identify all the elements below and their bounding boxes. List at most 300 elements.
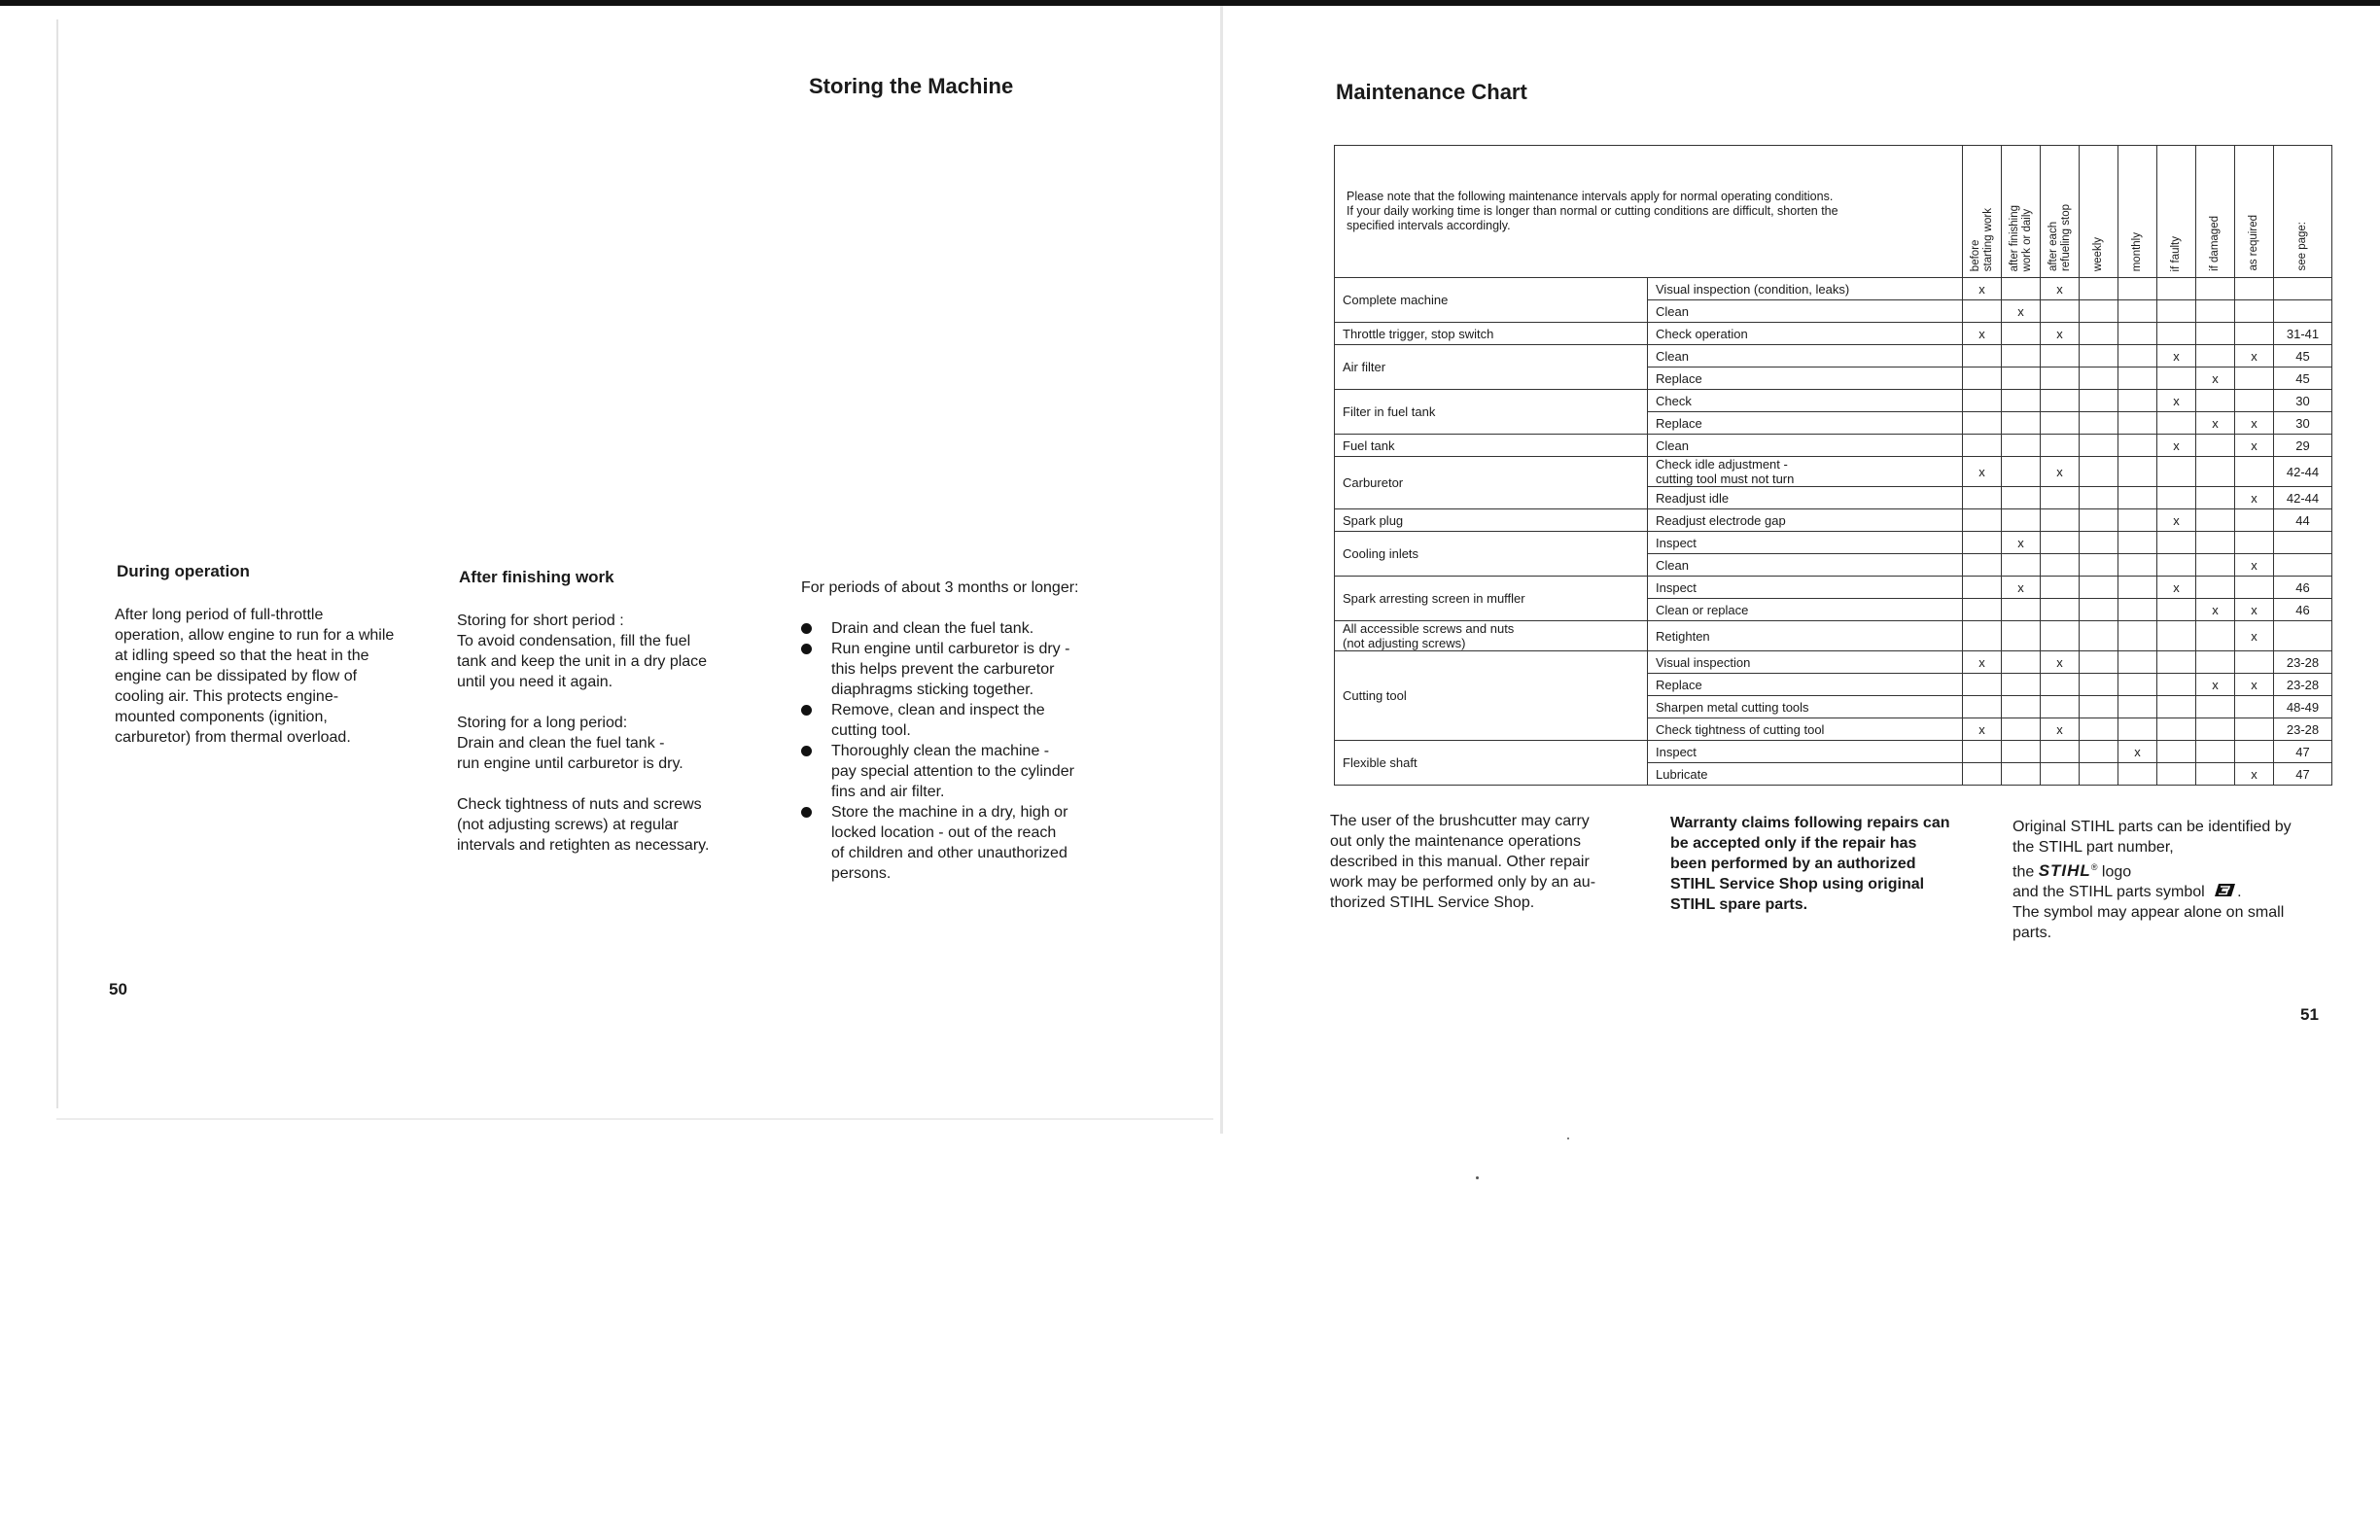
interval-mark-cell [2002, 368, 2041, 390]
interval-mark-cell [2196, 435, 2235, 457]
interval-mark-cell [2235, 323, 2274, 345]
action-cell: Check [1648, 390, 1963, 412]
warranty-note [1670, 813, 1991, 935]
action-cell: Clean [1648, 554, 1963, 577]
see-page-cell: 46 [2274, 577, 2332, 599]
column-header [2235, 146, 2274, 278]
component-cell: Flexible shaft [1335, 741, 1648, 786]
interval-mark-cell: x [2235, 674, 2274, 696]
interval-mark-cell [2080, 577, 2118, 599]
paragraph: Storing for a long period: Drain and clean the fuel tank - run engine until carburetor is dry. [457, 715, 683, 772]
interval-mark-cell [2002, 599, 2041, 621]
interval-mark-cell [1963, 554, 2002, 577]
interval-mark-cell [1963, 368, 2002, 390]
page-title-right: Maintenance Chart [1336, 80, 1527, 104]
interval-mark-cell [1963, 390, 2002, 412]
interval-mark-cell [2118, 509, 2157, 532]
see-page-cell: 31-41 [2274, 323, 2332, 345]
paragraph: Storing for short period : To avoid condensation, fill the fuel tank and keep the unit in a dry place until you need it again. [457, 612, 708, 690]
interval-mark-cell [2041, 509, 2080, 532]
action-cell: Replace [1648, 674, 1963, 696]
interval-mark-cell [2080, 487, 2118, 509]
action-cell: Retighten [1648, 621, 1963, 651]
top-edge-line [0, 0, 2380, 6]
table-row [1335, 621, 2332, 651]
table-row [1335, 435, 2332, 457]
table-row [1335, 532, 2332, 554]
interval-mark-cell: x [2196, 599, 2235, 621]
interval-mark-cell [2080, 741, 2118, 763]
interval-mark-cell: x [2235, 345, 2274, 368]
interval-mark-cell: x [1963, 278, 2002, 300]
interval-mark-cell [1963, 674, 2002, 696]
interval-mark-cell: x [2157, 345, 2196, 368]
see-page-cell: 30 [2274, 412, 2332, 435]
interval-mark-cell [2235, 368, 2274, 390]
interval-mark-cell [2118, 651, 2157, 674]
chart-intro: Please note that the following maintenance intervals apply for normal operating conditions. If your daily working time is longer than normal or cutting conditions are difficult, shorten the specified intervals accordingly. [1335, 146, 1963, 278]
interval-mark-cell [2002, 412, 2041, 435]
action-cell: Replace [1648, 412, 1963, 435]
table-header-row [1335, 146, 2332, 278]
interval-mark-cell [2118, 390, 2157, 412]
interval-mark-cell [2080, 345, 2118, 368]
user-note [1330, 811, 1651, 933]
see-page-cell: 23-28 [2274, 651, 2332, 674]
interval-mark-cell [2118, 577, 2157, 599]
column-header-label: if damaged [2209, 216, 2221, 271]
interval-mark-cell: x [1963, 651, 2002, 674]
column-header [2274, 146, 2332, 278]
section-heading: During operation [117, 562, 250, 580]
interval-mark-cell [2118, 696, 2157, 718]
interval-mark-cell [1963, 345, 2002, 368]
stihl-parts-symbol-icon [2212, 882, 2237, 898]
interval-mark-cell: x [1963, 718, 2002, 741]
interval-mark-cell [2080, 278, 2118, 300]
interval-mark-cell [2196, 300, 2235, 323]
interval-mark-cell [2080, 718, 2118, 741]
interval-mark-cell [2157, 651, 2196, 674]
action-cell: Readjust idle [1648, 487, 1963, 509]
list-item: Thoroughly clean the machine - pay special attention to the cylinder fins and air filter. [797, 741, 1118, 802]
interval-mark-cell [2118, 599, 2157, 621]
interval-mark-cell [1963, 621, 2002, 651]
interval-mark-cell [2196, 509, 2235, 532]
component-cell: Complete machine [1335, 278, 1648, 323]
interval-mark-cell [2157, 368, 2196, 390]
interval-mark-cell [2196, 487, 2235, 509]
interval-mark-cell [2235, 509, 2274, 532]
column-header-label: monthly [2131, 231, 2143, 271]
interval-mark-cell [2118, 674, 2157, 696]
interval-mark-cell [2196, 621, 2235, 651]
interval-mark-cell: x [2118, 741, 2157, 763]
column-header [2157, 146, 2196, 278]
interval-mark-cell [2002, 651, 2041, 674]
interval-mark-cell [2157, 696, 2196, 718]
interval-mark-cell [2041, 412, 2080, 435]
interval-mark-cell [2118, 621, 2157, 651]
interval-mark-cell [2235, 457, 2274, 487]
bullet-list [797, 618, 1118, 884]
interval-mark-cell: x [2041, 323, 2080, 345]
component-cell: Fuel tank [1335, 435, 1648, 457]
action-cell: Clean [1648, 345, 1963, 368]
see-page-cell: 46 [2274, 599, 2332, 621]
see-page-cell: 29 [2274, 435, 2332, 457]
column-header-label: before starting work [1969, 207, 1994, 271]
interval-mark-cell [2118, 457, 2157, 487]
component-cell: Cooling inlets [1335, 532, 1648, 577]
interval-mark-cell [2080, 651, 2118, 674]
interval-mark-cell [2157, 323, 2196, 345]
interval-mark-cell [1963, 577, 2002, 599]
see-page-cell [2274, 532, 2332, 554]
page-number-left: 50 [109, 980, 127, 998]
interval-mark-cell [2041, 621, 2080, 651]
column-header-label: if faulty [2170, 235, 2182, 271]
interval-mark-cell [2041, 674, 2080, 696]
component-cell: Throttle trigger, stop switch [1335, 323, 1648, 345]
interval-mark-cell [2002, 741, 2041, 763]
interval-mark-cell [2235, 741, 2274, 763]
interval-mark-cell [2041, 487, 2080, 509]
paragraph: The user of the brushcutter may carry out only the maintenance operations described in this manual. Other repair work may be performed only by an au- thorized STIHL Service Shop. [1330, 813, 1596, 911]
interval-mark-cell [2196, 718, 2235, 741]
scan-speck [1476, 1176, 1479, 1179]
component-cell: Spark arresting screen in muffler [1335, 577, 1648, 621]
action-cell: Lubricate [1648, 763, 1963, 786]
parts-note-line: Original STIHL parts can be identified by the STIHL part number, [2012, 819, 2292, 856]
see-page-cell [2274, 554, 2332, 577]
section-intro: For periods of about 3 months or longer: [801, 579, 1079, 596]
interval-mark-cell: x [2196, 368, 2235, 390]
interval-mark-cell [2002, 763, 2041, 786]
interval-mark-cell [2157, 621, 2196, 651]
list-item: Store the machine in a dry, high or locked location - out of the reach of children and other unauthorized persons. [797, 802, 1118, 884]
interval-mark-cell [2157, 718, 2196, 741]
interval-mark-cell [2080, 621, 2118, 651]
interval-mark-cell [2080, 390, 2118, 412]
interval-mark-cell [2041, 435, 2080, 457]
action-cell: Readjust electrode gap [1648, 509, 1963, 532]
interval-mark-cell [1963, 763, 2002, 786]
interval-mark-cell [2080, 509, 2118, 532]
component-cell: Air filter [1335, 345, 1648, 390]
table-row [1335, 345, 2332, 368]
interval-mark-cell: x [2157, 509, 2196, 532]
column-header-label: after each refueling stop [2047, 203, 2072, 271]
interval-mark-cell [2080, 323, 2118, 345]
interval-mark-cell [2157, 599, 2196, 621]
see-page-cell [2274, 300, 2332, 323]
interval-mark-cell [2041, 696, 2080, 718]
interval-mark-cell [2196, 577, 2235, 599]
see-page-cell [2274, 278, 2332, 300]
interval-mark-cell: x [2157, 577, 2196, 599]
interval-mark-cell [2002, 554, 2041, 577]
interval-mark-cell [2157, 554, 2196, 577]
interval-mark-cell [2235, 577, 2274, 599]
column-header [2080, 146, 2118, 278]
interval-mark-cell [1963, 487, 2002, 509]
interval-mark-cell [2080, 368, 2118, 390]
page-gutter [1220, 6, 1223, 1134]
interval-mark-cell: x [1963, 323, 2002, 345]
action-cell: Visual inspection [1648, 651, 1963, 674]
section-body [115, 605, 445, 768]
interval-mark-cell [2157, 674, 2196, 696]
see-page-cell: 42-44 [2274, 487, 2332, 509]
parts-note-line: The symbol may appear alone on small parts. [2012, 904, 2285, 942]
see-page-cell: 23-28 [2274, 718, 2332, 741]
interval-mark-cell [2157, 278, 2196, 300]
interval-mark-cell [2196, 741, 2235, 763]
paragraph: Check tightness of nuts and screws (not adjusting screws) at regular intervals and retighten as necessary. [457, 796, 710, 854]
column-header [2041, 146, 2080, 278]
maintenance-chart-table [1334, 145, 2332, 786]
see-page-cell: 30 [2274, 390, 2332, 412]
interval-mark-cell [2002, 696, 2041, 718]
interval-mark-cell [2157, 487, 2196, 509]
column-header [2118, 146, 2157, 278]
interval-mark-cell: x [2235, 487, 2274, 509]
table-row [1335, 651, 2332, 674]
table-row [1335, 457, 2332, 487]
column-header [2002, 146, 2041, 278]
action-cell: Replace [1648, 368, 1963, 390]
interval-mark-cell [2235, 651, 2274, 674]
interval-mark-cell [1963, 509, 2002, 532]
interval-mark-cell [2002, 509, 2041, 532]
interval-mark-cell [2041, 577, 2080, 599]
parts-note [2012, 817, 2333, 943]
list-item: Run engine until carburetor is dry - this helps prevent the carburetor diaphragms sticking together. [797, 639, 1118, 700]
interval-mark-cell [2080, 696, 2118, 718]
action-cell: Inspect [1648, 741, 1963, 763]
interval-mark-cell [2041, 763, 2080, 786]
table-row [1335, 278, 2332, 300]
scan-speck [1567, 1138, 1569, 1139]
action-cell: Check tightness of cutting tool [1648, 718, 1963, 741]
table-row [1335, 577, 2332, 599]
interval-mark-cell [1963, 412, 2002, 435]
interval-mark-cell [2235, 718, 2274, 741]
interval-mark-cell: x [2235, 621, 2274, 651]
component-cell: Carburetor [1335, 457, 1648, 509]
interval-mark-cell [2118, 278, 2157, 300]
interval-mark-cell [1963, 532, 2002, 554]
column-header [1963, 146, 2002, 278]
see-page-cell: 45 [2274, 368, 2332, 390]
interval-mark-cell [2080, 554, 2118, 577]
paragraph: After long period of full-throttle operation, allow engine to run for a while at idling speed so that the heat in the engine can be dissipated by flow of cooling air. This protects engine- mounted components (ignition, carburetor) from thermal overload. [115, 607, 395, 746]
interval-mark-cell [2196, 554, 2235, 577]
interval-mark-cell [2118, 435, 2157, 457]
interval-mark-cell [2196, 651, 2235, 674]
table-row [1335, 509, 2332, 532]
action-cell: Clean [1648, 435, 1963, 457]
interval-mark-cell [2157, 532, 2196, 554]
interval-mark-cell [2118, 487, 2157, 509]
interval-mark-cell [2041, 554, 2080, 577]
interval-mark-cell: x [2002, 577, 2041, 599]
interval-mark-cell: x [1963, 457, 2002, 487]
action-cell: Sharpen metal cutting tools [1648, 696, 1963, 718]
interval-mark-cell [2002, 390, 2041, 412]
interval-mark-cell [2118, 718, 2157, 741]
interval-mark-cell [2196, 763, 2235, 786]
interval-mark-cell [2080, 599, 2118, 621]
component-cell: Cutting tool [1335, 651, 1648, 741]
interval-mark-cell [2235, 696, 2274, 718]
see-page-cell: 47 [2274, 763, 2332, 786]
interval-mark-cell [2118, 345, 2157, 368]
action-cell: Inspect [1648, 532, 1963, 554]
list-item: Drain and clean the fuel tank. [797, 618, 1118, 639]
interval-mark-cell [2235, 390, 2274, 412]
interval-mark-cell: x [2235, 412, 2274, 435]
interval-mark-cell [1963, 696, 2002, 718]
table-body [1335, 278, 2332, 786]
interval-mark-cell [2041, 390, 2080, 412]
column-header [2196, 146, 2235, 278]
interval-mark-cell [2041, 345, 2080, 368]
interval-mark-cell [2196, 457, 2235, 487]
interval-mark-cell: x [2041, 718, 2080, 741]
action-cell: Check operation [1648, 323, 1963, 345]
interval-mark-cell [1963, 741, 2002, 763]
left-page-edge [56, 19, 58, 1108]
interval-mark-cell [2080, 412, 2118, 435]
interval-mark-cell [2118, 763, 2157, 786]
parts-note-text: the [2012, 863, 2035, 881]
table-row [1335, 390, 2332, 412]
column-header-label: after finishing work or daily [2008, 204, 2033, 271]
interval-mark-cell [2157, 763, 2196, 786]
section-heading: After finishing work [459, 568, 614, 586]
interval-mark-cell [2002, 278, 2041, 300]
interval-mark-cell [2080, 763, 2118, 786]
stihl-logo: STIHL [2038, 861, 2091, 881]
interval-mark-cell [2080, 435, 2118, 457]
see-page-cell [2274, 621, 2332, 651]
interval-mark-cell [2157, 457, 2196, 487]
interval-mark-cell [2157, 741, 2196, 763]
interval-mark-cell [1963, 300, 2002, 323]
interval-mark-cell: x [2196, 412, 2235, 435]
see-page-cell: 44 [2274, 509, 2332, 532]
interval-mark-cell: x [2235, 763, 2274, 786]
table-row [1335, 741, 2332, 763]
interval-mark-cell [2041, 741, 2080, 763]
interval-mark-cell [2157, 412, 2196, 435]
interval-mark-cell: x [2002, 300, 2041, 323]
interval-mark-cell [2041, 300, 2080, 323]
interval-mark-cell: x [2196, 674, 2235, 696]
interval-mark-cell: x [2041, 278, 2080, 300]
interval-mark-cell [2235, 300, 2274, 323]
list-item: Remove, clean and inspect the cutting tool. [797, 700, 1118, 741]
section-body [457, 611, 749, 876]
interval-mark-cell [2080, 457, 2118, 487]
component-cell: All accessible screws and nuts (not adjusting screws) [1335, 621, 1648, 651]
interval-mark-cell [2002, 457, 2041, 487]
interval-mark-cell [2118, 532, 2157, 554]
see-page-cell: 47 [2274, 741, 2332, 763]
see-page-cell: 48-49 [2274, 696, 2332, 718]
see-page-cell: 23-28 [2274, 674, 2332, 696]
action-cell: Inspect [1648, 577, 1963, 599]
interval-mark-cell [2235, 532, 2274, 554]
interval-mark-cell [2196, 696, 2235, 718]
interval-mark-cell [2002, 345, 2041, 368]
interval-mark-cell: x [2157, 390, 2196, 412]
interval-mark-cell [2002, 435, 2041, 457]
column-header-label: see page: [2296, 222, 2308, 271]
interval-mark-cell [2041, 532, 2080, 554]
interval-mark-cell [2118, 323, 2157, 345]
interval-mark-cell: x [2235, 599, 2274, 621]
interval-mark-cell [1963, 435, 2002, 457]
interval-mark-cell [2080, 532, 2118, 554]
bottom-page-edge [56, 1118, 1213, 1120]
table-row [1335, 323, 2332, 345]
interval-mark-cell [2002, 674, 2041, 696]
page-title-left: Storing the Machine [809, 74, 1014, 98]
interval-mark-cell [2118, 300, 2157, 323]
column-header-label: weekly [2092, 236, 2104, 271]
interval-mark-cell [2157, 300, 2196, 323]
interval-mark-cell [2041, 368, 2080, 390]
parts-note-text: logo [2101, 863, 2132, 881]
interval-mark-cell [2118, 554, 2157, 577]
see-page-cell: 45 [2274, 345, 2332, 368]
interval-mark-cell [2196, 345, 2235, 368]
column-header-label: as required [2248, 215, 2259, 271]
interval-mark-cell [2196, 323, 2235, 345]
interval-mark-cell [2118, 368, 2157, 390]
interval-mark-cell: x [2041, 651, 2080, 674]
action-cell: Visual inspection (condition, leaks) [1648, 278, 1963, 300]
interval-mark-cell: x [2235, 435, 2274, 457]
interval-mark-cell: x [2002, 532, 2041, 554]
interval-mark-cell [2002, 323, 2041, 345]
component-cell: Spark plug [1335, 509, 1648, 532]
interval-mark-cell [2002, 621, 2041, 651]
see-page-cell: 42-44 [2274, 457, 2332, 487]
interval-mark-cell: x [2041, 457, 2080, 487]
interval-mark-cell [2080, 300, 2118, 323]
action-cell: Clean or replace [1648, 599, 1963, 621]
page-number-right: 51 [2300, 1005, 2319, 1024]
interval-mark-cell [2196, 390, 2235, 412]
interval-mark-cell [2002, 487, 2041, 509]
interval-mark-cell [2235, 278, 2274, 300]
interval-mark-cell [2041, 599, 2080, 621]
interval-mark-cell [2196, 532, 2235, 554]
paragraph: Warranty claims following repairs can be accepted only if the repair has been performed by an authorized STIHL Service Shop using original STIHL spare parts. [1670, 815, 1950, 913]
interval-mark-cell: x [2157, 435, 2196, 457]
interval-mark-cell [1963, 599, 2002, 621]
action-cell: Clean [1648, 300, 1963, 323]
interval-mark-cell [2118, 412, 2157, 435]
action-cell: Check idle adjustment - cutting tool must not turn [1648, 457, 1963, 487]
interval-mark-cell [2196, 278, 2235, 300]
interval-mark-cell: x [2235, 554, 2274, 577]
interval-mark-cell [2002, 718, 2041, 741]
